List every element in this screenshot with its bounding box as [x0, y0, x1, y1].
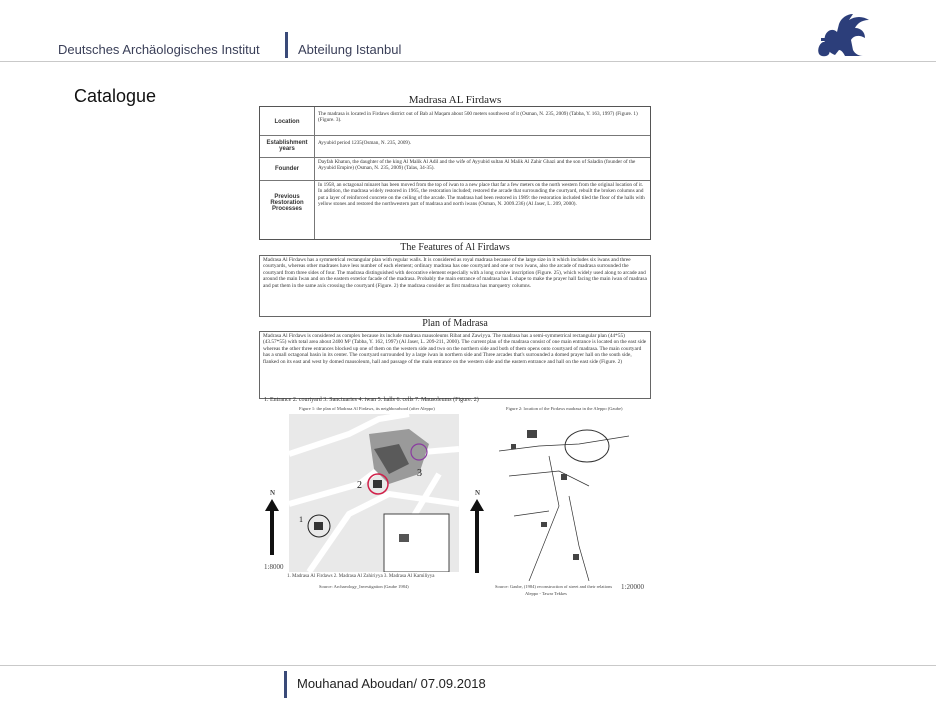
features-title: The Features of Al Firdaws: [400, 242, 510, 253]
document-title: Madrasa AL Firdaws: [408, 94, 502, 106]
header-rule: [0, 61, 936, 62]
row-label: Establishment years: [266, 140, 308, 152]
table-row: [260, 135, 650, 158]
figure-2-source: Source: Gaube, (1984) reconstruction of street and their relations: [495, 584, 613, 589]
figure-1-mark-1: 1: [299, 515, 303, 524]
figure-1-north: N: [270, 489, 276, 497]
row-text: Ayyubid period 1235(Osman, N. 235, 2009).: [318, 140, 412, 146]
north-arrow-icon: [265, 499, 279, 555]
figure-2-source-place: Aleppo - Tawar Tekkes: [525, 591, 567, 596]
plan-title: Plan of Madrasa: [422, 318, 488, 329]
plan-text: Madrasa Al Firdaws is considered as complex because its include madrasa mausoleums Ribat and Zawiyya. The madrasa has a semi-symmetrical rectangular plan (44*55)(43.57*55) with total area about 2400 M² (Tabba, Y. 162, 1997) (Al Jaser, L. 209-211, 2000). The current plan of the madrasa consist of one main entrance is located on the east side whereas the other three entrances blocked up one of them on the western side and two on the northern side and both of them opens onto courtyard of madrasa. The main courtyard has a small octagonal basin in its center. The courtyard surrounded by a large iwan in northern side and Three arcades that's surrounded a domed prayer hall on the south side, flanked on its east and west by domed mausoleum, hall and passage of the main entrance on the western side and the eastern entrance and hall on the east side (Figure. 2): [263, 333, 647, 365]
catalogue-document: [259, 94, 651, 600]
row-text: In 1958, an octagonal minaret has been moved from the top of iwan to a new place that far a few meters on the north western from the original location of it. In addition, the madrasa widely restored in 1965, the restoration included; restored the arcade that surrounding the courtyard, rebuilt the broken columns and put a layer of reinforced concrete on the ceiling of the arcade. The madrasa had been restored in 1989: the restoration included tiled the floor of the halls with yellow stones and restored the northwestern part of madrasa and north iwans (Osman, N. 2009.236) (Al Jaser, L. 209, 2000).: [318, 182, 645, 207]
plan-list: 1. Entrance 2. courtyard 3. Sanctuaries 4. iwan 5. halls 6. cells 7. Mausoleums (Figure. 2): [264, 397, 479, 403]
header-divider: [285, 32, 288, 58]
griffin-logo-icon: [815, 10, 871, 60]
table-row: [260, 107, 650, 136]
figure-1-legend: 1. Madrasa Al Firdaws 2. Madrasa Al Zahiriyya 3. Madrasa Al Kamiliyya: [287, 574, 435, 579]
plan-box: [259, 331, 651, 399]
figure-2-map: [499, 416, 629, 581]
row-label: Location: [274, 119, 300, 125]
figure-1-caption: Figure 1: the plan of Madrasa Al Firdaws, its neighbourhood (after Aleppo): [299, 406, 435, 411]
figure-1-mark-3: 3: [417, 468, 422, 479]
figure-1-source: Source: Archaeology_Investigation (Gaube 1984): [319, 584, 409, 589]
figure-1-map: [289, 414, 459, 572]
row-label: Previous Restoration Processes: [270, 194, 304, 212]
figure-1-mark-2: 2: [357, 480, 362, 491]
slide-title: Catalogue: [74, 86, 157, 106]
figure-1-scale: 1:8000: [264, 563, 284, 571]
table-row: [260, 157, 650, 181]
figure-2-scale: 1:20000: [621, 583, 644, 591]
figure-2-north: N: [475, 489, 481, 497]
header-department: Abteilung Istanbul: [298, 42, 402, 57]
row-text: Dayfah Khatun, the daughter of the king Al Malik Al Adil and the wife of Ayyubid sultan Al Malik Al Zahir Ghazi and the son of Saladin (founder of the Ayyubid Empire) (Osman, N. 235, 2009) (Talas, 34-35).: [318, 159, 636, 172]
table-divider: [314, 107, 315, 239]
footer-author-date: Mouhanad Aboudan/ 07.09.2018: [297, 676, 486, 691]
north-arrow-icon: [470, 499, 484, 573]
footer-divider: [284, 671, 287, 698]
figure-2-caption: Figure 2: location of the Firdaws madrasa in the Aleppo (Gaube): [506, 406, 623, 411]
features-box: [259, 255, 651, 317]
features-text: Madrasa Al Firdaws has a symmetrical rectangular plan with regular walls. It is considered as royal madrasa because of the large size in it which includes six iwans and three courtyards, whereas other madrases have less number of each element; ordinary madrasa has one courtyard and one or two iwans, also the arcade of madrasa surrounded the courtyard from three sides of four. The madrasa distinguished with decorative element especially with a long cursive inscription (Figure. 25), which widely used along to arcade and around the main Iwan and on the eastern exterior facade of the madrasa. Probably the main entrance of madrasa has L shape to make the prayer hall facing the main iwan of madrasa and put them in the same axis crossing the courtyard (Figure. 2) the madrasa consider as first madrasa has marquetry columns.: [263, 257, 647, 289]
row-text: The madrasa is located in Firdaws district out of Bab al Maqam about 500 meters southwest of it (Osman, N. 235, 2009) (Tabba, Y. 163, 1997) (Figure. 1) (Figure. 3).: [318, 111, 638, 124]
table-row: [260, 180, 650, 239]
footer-rule: [0, 665, 936, 666]
row-label: Founder: [275, 166, 299, 172]
info-table: [259, 106, 651, 240]
header-institute: Deutsches Archäologisches Institut: [58, 42, 260, 57]
